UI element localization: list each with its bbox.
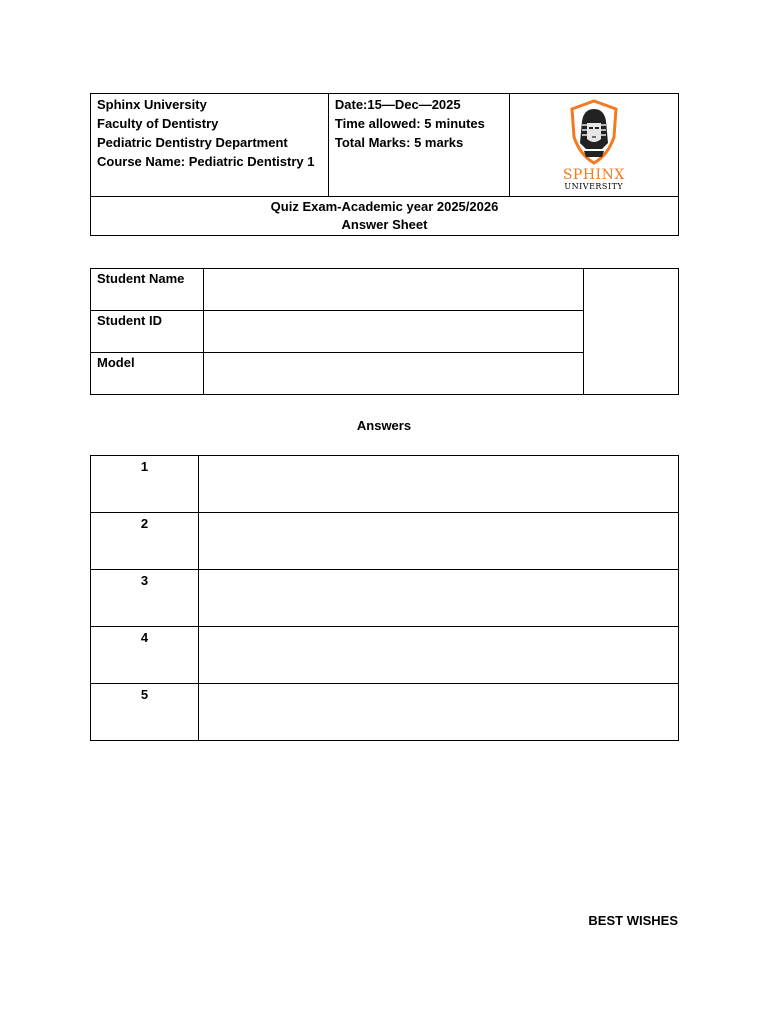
student-id-label: Student ID <box>91 311 204 353</box>
answer-number: 5 <box>91 684 199 741</box>
course-name: Course Name: Pediatric Dentistry 1 <box>97 154 315 169</box>
grade-box <box>583 269 678 395</box>
student-name-label: Student Name <box>91 269 204 311</box>
institution-info-cell <box>91 94 329 197</box>
total-marks: Total Marks: 5 marks <box>334 135 464 150</box>
student-name-field[interactable] <box>203 269 583 311</box>
exam-title: Quiz Exam-Academic year 2025/2026 <box>270 199 499 214</box>
sphinx-shield-icon <box>568 99 620 165</box>
exam-date: Date:15—Dec—2025 <box>334 97 461 112</box>
logo-wordmark: SPHINX <box>562 166 625 183</box>
answer-row <box>91 456 679 513</box>
answer-field[interactable] <box>199 684 679 741</box>
answer-number: 4 <box>91 627 199 684</box>
institution-name: Sphinx University <box>97 97 207 112</box>
answers-heading: Answers <box>356 418 412 433</box>
exam-header-table <box>90 93 679 236</box>
answer-sheet-title: Answer Sheet <box>341 217 428 232</box>
answer-field[interactable] <box>199 513 679 570</box>
answer-number: 3 <box>91 570 199 627</box>
closing-text: BEST WISHES <box>588 913 678 928</box>
faculty-name: Faculty of Dentistry <box>97 116 219 131</box>
student-id-field[interactable] <box>203 311 583 353</box>
answer-row <box>91 684 679 741</box>
model-label: Model <box>91 353 204 395</box>
model-field[interactable] <box>203 353 583 395</box>
time-allowed: Time allowed: 5 minutes <box>334 116 485 131</box>
answer-field[interactable] <box>199 456 679 513</box>
answer-row <box>91 627 679 684</box>
answer-field[interactable] <box>199 627 679 684</box>
logo-subtitle: UNIVERSITY <box>564 181 624 191</box>
student-info-table <box>90 268 679 395</box>
answer-number: 1 <box>91 456 199 513</box>
answers-table <box>90 455 679 741</box>
sphinx-university-logo <box>563 99 625 191</box>
answer-row <box>91 513 679 570</box>
logo-cell <box>509 94 678 197</box>
exam-title-cell <box>91 197 679 236</box>
department-name: Pediatric Dentistry Department <box>97 135 288 150</box>
answer-number: 2 <box>91 513 199 570</box>
answer-row <box>91 570 679 627</box>
exam-info-cell <box>328 94 509 197</box>
answer-field[interactable] <box>199 570 679 627</box>
